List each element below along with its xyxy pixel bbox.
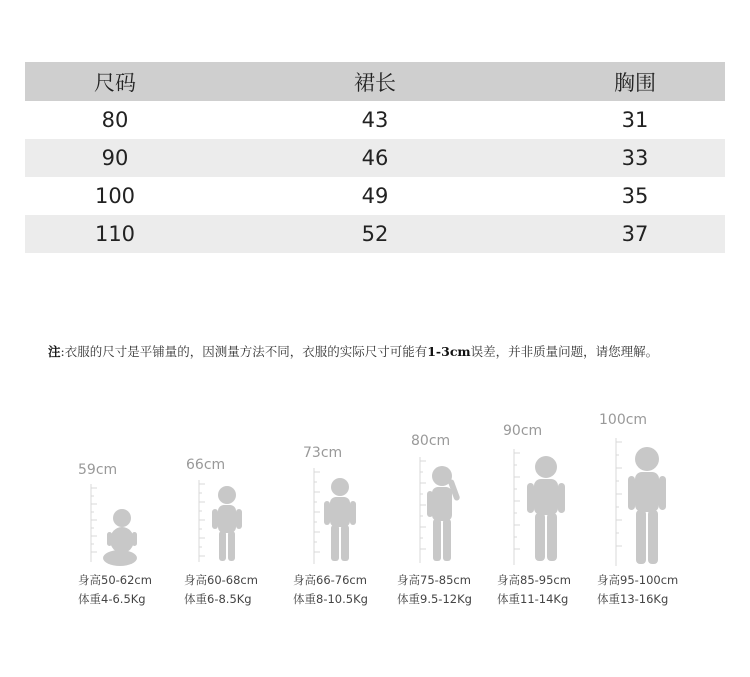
weight-range: 体重8-10.5Kg xyxy=(293,592,368,606)
child-standing-icon xyxy=(525,455,567,565)
note-text-2: 误差，并非质量问题，请您理解。 xyxy=(470,344,659,359)
table-row xyxy=(25,215,725,253)
size-caption xyxy=(184,571,258,609)
header-size: 尺码 xyxy=(94,70,136,95)
table-cell: 43 xyxy=(361,108,389,132)
height-ruler xyxy=(419,457,427,563)
height-label: 66cm xyxy=(186,457,226,473)
height-label: 100cm xyxy=(599,412,648,428)
weight-range: 体重9.5-12Kg xyxy=(397,592,472,606)
table-header-row xyxy=(25,62,725,101)
note-prefix: 注 xyxy=(48,344,61,359)
table-cell: 33 xyxy=(621,146,649,170)
height-label: 73cm xyxy=(303,445,343,461)
weight-range: 体重4-6.5Kg xyxy=(78,592,146,606)
height-range: 身高66-76cm xyxy=(293,573,367,587)
size-caption xyxy=(78,571,152,609)
header-chest: 胸围 xyxy=(614,70,656,95)
child-waving-icon xyxy=(427,465,463,565)
child-standing-icon xyxy=(627,446,667,568)
height-ruler xyxy=(513,449,521,565)
height-ruler xyxy=(198,480,206,562)
weight-range: 体重13-16Kg xyxy=(597,592,669,606)
height-label: 59cm xyxy=(78,462,118,478)
size-caption xyxy=(497,571,571,609)
table-cell: 31 xyxy=(621,108,649,132)
table-cell: 49 xyxy=(361,184,389,208)
table-cell: 52 xyxy=(361,222,389,246)
table-row xyxy=(25,101,725,139)
toddler-standing-icon xyxy=(210,485,244,565)
height-range: 身高85-95cm xyxy=(497,573,571,587)
table-cell: 37 xyxy=(621,222,649,246)
note-text-1: :衣服的尺寸是平铺量的，因测量方法不同，衣服的实际尺寸可能有 xyxy=(60,344,428,359)
table-cell: 80 xyxy=(101,108,129,132)
measurement-note xyxy=(48,342,738,360)
height-ruler xyxy=(313,468,321,564)
size-caption xyxy=(293,571,368,609)
height-ruler xyxy=(615,438,623,566)
size-caption xyxy=(397,571,472,609)
height-range: 身高60-68cm xyxy=(184,573,258,587)
table-row xyxy=(25,139,725,177)
height-label: 90cm xyxy=(503,423,543,439)
weight-range: 体重11-14Kg xyxy=(497,592,569,606)
table-cell: 110 xyxy=(94,222,136,246)
weight-range: 体重6-8.5Kg xyxy=(184,592,252,606)
table-cell: 90 xyxy=(101,146,129,170)
table-cell: 46 xyxy=(361,146,389,170)
height-ruler xyxy=(90,484,98,562)
note-bold: 1-3cm xyxy=(427,344,471,359)
size-caption xyxy=(597,571,678,609)
table-cell: 35 xyxy=(621,184,649,208)
size-table xyxy=(25,62,725,253)
baby-sitting-icon xyxy=(102,508,142,566)
height-range: 身高95-100cm xyxy=(597,573,679,587)
header-skirt-length: 裙长 xyxy=(354,70,396,95)
table-row xyxy=(25,177,725,215)
height-range: 身高50-62cm xyxy=(78,573,152,587)
table-cell: 100 xyxy=(94,184,136,208)
height-range: 身高75-85cm xyxy=(397,573,471,587)
height-label: 80cm xyxy=(411,433,451,449)
child-standing-icon xyxy=(323,477,357,565)
